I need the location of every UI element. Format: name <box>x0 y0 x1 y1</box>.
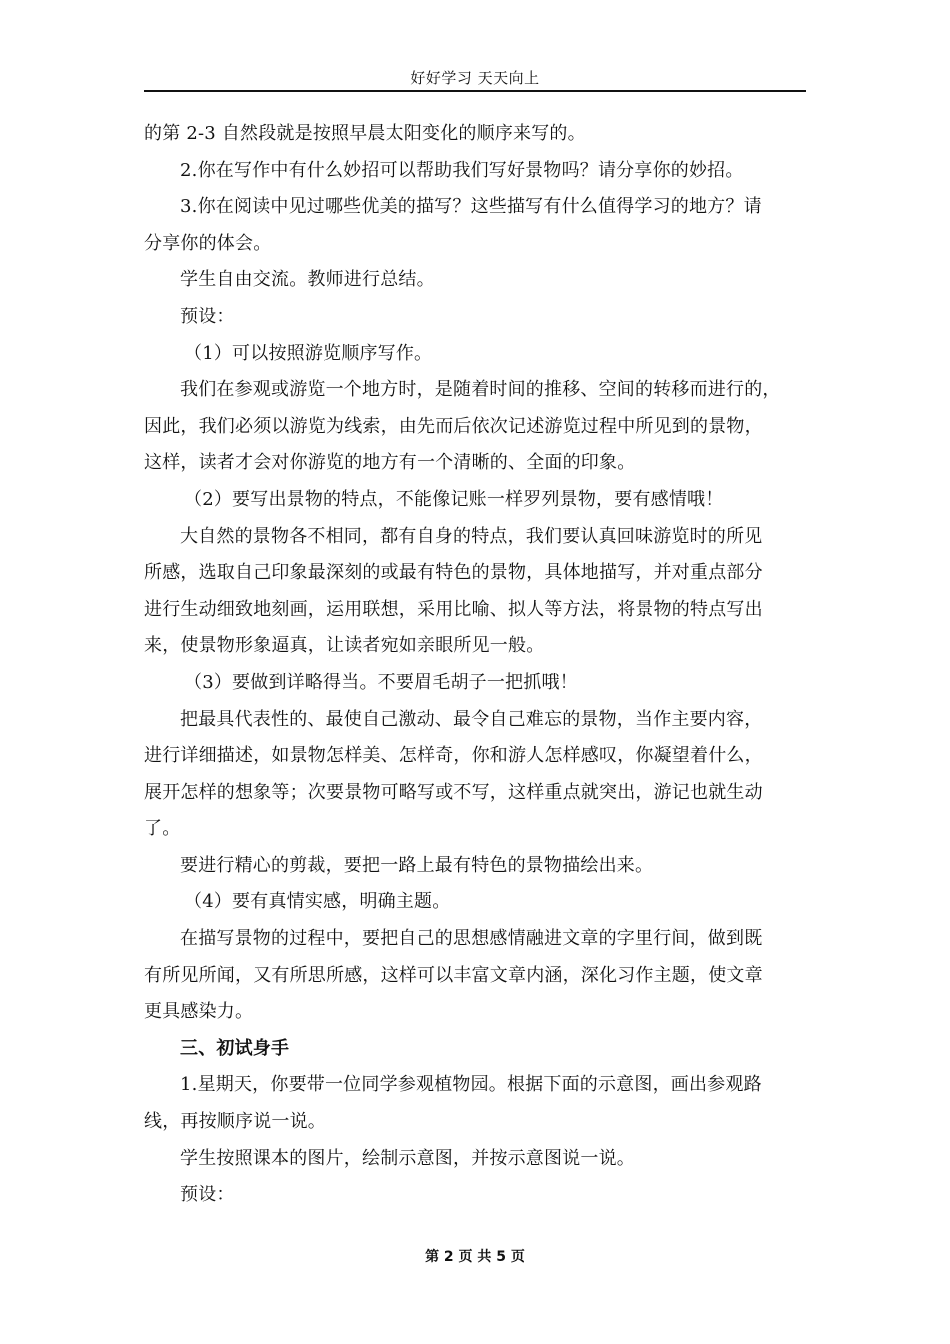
paragraph-line: 的第 2-3 自然段就是按照早晨太阳变化的顺序来写的。 <box>144 123 586 144</box>
paragraph-line: 在描写景物的过程中，要把自己的思想感情融进文章的字里行间，做到既 <box>180 928 763 950</box>
paragraph-line: 展开怎样的想象等；次要景物可略写或不写，这样重点就突出，游记也就生动 <box>144 781 763 803</box>
paragraph-line: 因此，我们必须以游览为线索，由先而后依次记述游览过程中所见到的景物， <box>144 415 763 437</box>
paragraph-line: 线，再按顺序说一说。 <box>144 1111 326 1133</box>
paragraph-line: 学生按照课本的图片，绘制示意图，并按示意图说一说。 <box>180 1147 635 1169</box>
paragraph-line: 预设： <box>180 305 235 327</box>
page-footer <box>0 1246 950 1266</box>
paragraph-line: 学生自由交流。教师进行总结。 <box>180 269 435 291</box>
paragraph-line: 要进行精心的剪裁，要把一路上最有特色的景物描绘出来。 <box>180 854 654 876</box>
list-heading: （1）可以按照游览顺序写作。 <box>184 342 433 364</box>
paragraph-line: 更具感染力。 <box>144 1001 254 1023</box>
paragraph-line: 分享你的体会。 <box>144 232 272 254</box>
paragraph-line: 进行详细描述，如景物怎样美、怎样奇，你和游人怎样感叹，你凝望着什么， <box>144 745 763 767</box>
paragraph-line: 所感，选取自己印象最深刻的或最有特色的景物，具体地描写，并对重点部分 <box>144 562 763 584</box>
page-header <box>144 68 806 92</box>
paragraph-line: 1.星期天，你要带一位同学参观植物园。根据下面的示意图，画出参观路 <box>180 1074 762 1096</box>
paragraph-line: 了。 <box>144 818 181 840</box>
paragraph-line: 我们在参观或游览一个地方时，是随着时间的推移、空间的转移而进行的， <box>180 379 781 401</box>
paragraph-line: 进行生动细致地刻画，运用联想，采用比喻、拟人等方法，将景物的特点写出 <box>144 598 763 620</box>
list-heading: （2）要写出景物的特点，不能像记账一样罗列景物，要有感情哦！ <box>184 488 724 510</box>
paragraph-line: 把最具代表性的、最使自己激动、最令自己难忘的景物，当作主要内容， <box>180 708 763 730</box>
section-heading: 三、初试身手 <box>180 1037 290 1059</box>
paragraph-line: 这样，读者才会对你游览的地方有一个清晰的、全面的印象。 <box>144 452 636 474</box>
document-body <box>144 116 812 1214</box>
paragraph-line: 预设： <box>180 1184 235 1206</box>
header-title: 好好学习 天天向上 <box>410 69 540 87</box>
paragraph-line: 2.你在写作中有什么妙招可以帮助我们写好景物吗？请分享你的妙招。 <box>180 159 744 181</box>
list-heading: （3）要做到详略得当。不要眉毛胡子一把抓哦！ <box>184 671 578 693</box>
paragraph-line: 有所见所闻，又有所思所感，这样可以丰富文章内涵，深化习作主题，使文章 <box>144 964 763 986</box>
paragraph-line: 来，使景物形象逼真，让读者宛如亲眼所见一般。 <box>144 635 545 657</box>
list-heading: （4）要有真情实感，明确主题。 <box>184 891 451 913</box>
page-number: 第 2 页 共 5 页 <box>425 1249 525 1265</box>
paragraph-line: 大自然的景物各不相同，都有自身的特点，我们要认真回味游览时的所见 <box>180 525 763 547</box>
paragraph-line: 3.你在阅读中见过哪些优美的描写？这些描写有什么值得学习的地方？请 <box>180 196 762 218</box>
